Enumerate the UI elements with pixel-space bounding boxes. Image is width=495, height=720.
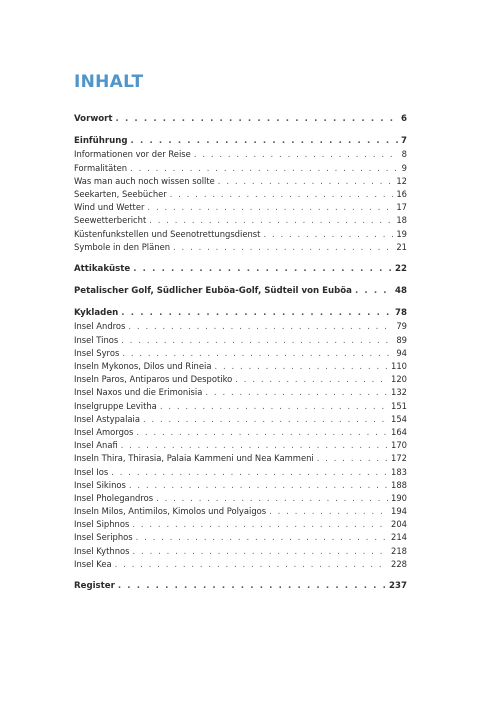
toc-entry[interactable] [74,413,407,426]
toc-entry[interactable] [74,214,407,227]
toc-entry-label: Seewetterbericht [74,215,147,226]
toc-chapter-entry[interactable] [74,307,407,320]
toc-entry-label: Inseln Mykonos, Dilos und Rineia [74,361,212,371]
dot-leader [263,228,393,241]
table-of-contents [74,113,407,593]
toc-entry-page: 12 [396,175,407,186]
toc-entry-page: 6 [401,114,407,124]
toc-entry[interactable] [74,201,407,214]
toc-entry-page: 204 [391,519,407,530]
section-gap [74,254,407,263]
toc-entry[interactable] [74,466,407,479]
dot-leader [149,214,393,227]
toc-entry-page: 7 [401,136,407,147]
toc-entry-page: 22 [395,263,407,274]
toc-entry[interactable] [74,518,407,531]
toc-entry-label: Kykladen [74,308,119,319]
dot-leader [121,334,393,347]
toc-entry[interactable] [74,452,407,465]
toc-chapter-entry[interactable] [74,263,407,276]
toc-entry-page: 218 [391,545,407,556]
dot-leader [355,285,392,298]
toc-entry[interactable] [74,545,407,558]
toc-entry[interactable] [74,492,407,505]
toc-entry[interactable] [74,241,407,254]
dot-leader [115,558,388,571]
toc-entry-label: Formalitäten [74,162,128,173]
toc-entry[interactable] [74,479,407,492]
toc-entry-page: 110 [391,361,407,371]
toc-entry-page: 132 [391,387,407,398]
section-gap [74,298,407,307]
dot-leader [235,373,388,386]
toc-entry-label: Insel Amorgos [74,426,134,437]
toc-entry-page: 94 [396,347,407,358]
toc-entry-label: Attikaküste [74,263,131,274]
toc-chapter-entry[interactable] [74,135,407,148]
toc-entry-page: 78 [395,308,407,319]
toc-entry-label: Inseln Thira, Thirasia, Palaia Kammeni und Nea Kammeni [74,453,314,464]
dot-leader [111,466,388,479]
toc-entry-label: Informationen vor der Reise [74,149,191,160]
toc-entry-page: 21 [396,241,407,252]
toc-entry-label: Insel Kea [74,558,112,569]
toc-entry-page: 172 [391,453,407,464]
toc-chapter-entry[interactable] [74,285,407,298]
toc-entry-label: Inselgruppe Levitha [74,400,157,411]
dot-leader [129,479,388,492]
toc-entry-label: Was man auch noch wissen sollte [74,175,215,186]
toc-entry[interactable] [74,426,407,439]
dot-leader [269,505,388,518]
toc-entry[interactable] [74,347,407,360]
toc-entry-page: 151 [391,400,407,411]
page-title: INHALT [74,72,144,92]
toc-entry-page: 164 [391,426,407,437]
toc-entry[interactable] [74,439,407,452]
toc-entry-label: Einführung [74,136,128,147]
toc-entry[interactable] [74,320,407,333]
toc-entry-page: 194 [391,506,407,517]
toc-entry-label: Insel Anafi [74,440,118,451]
toc-entry-label: Symbole in den Plänen [74,241,171,252]
toc-entry-page: 214 [391,532,407,543]
toc-entry-label: Insel Astypalaia [74,413,140,424]
toc-entry-page: 237 [389,581,407,591]
toc-entry-page: 89 [396,334,407,345]
toc-entry-label: Wind und Wetter [74,202,145,213]
section-gap [74,571,407,580]
toc-entry-page: 48 [395,286,407,297]
toc-entry-page: 17 [396,202,407,213]
toc-entry-page: 19 [396,228,407,239]
toc-entry-label: Register [74,581,115,591]
toc-entry-page: 18 [396,215,407,226]
toc-entry-label: Seekarten, Seebücher [74,188,167,199]
dot-leader [133,545,388,558]
dot-leader [132,518,388,531]
toc-chapter-entry[interactable] [74,580,407,593]
toc-entry-label: Insel Siphnos [74,519,130,530]
toc-entry[interactable] [74,558,407,571]
toc-entry-label: Insel Syros [74,347,120,358]
dot-leader [118,580,386,593]
dot-leader [147,201,393,214]
dot-leader [116,113,399,126]
section-gap [74,126,407,135]
dot-leader [130,162,399,175]
dot-leader [136,531,388,544]
dot-leader [214,360,388,373]
toc-entry-label: Insel Seriphos [74,532,133,543]
dot-leader [136,426,388,439]
toc-entry[interactable] [74,386,407,399]
dot-leader [121,439,388,452]
section-gap [74,276,407,285]
toc-entry-label: Insel Pholegandros [74,492,154,503]
toc-entry[interactable] [74,188,407,201]
toc-entry-label: Inseln Milos, Antimilos, Kimolos und Polyaigos [74,506,267,517]
toc-entry-page: 190 [391,492,407,503]
toc-chapter-entry[interactable] [74,113,407,126]
dot-leader [143,413,388,426]
toc-entry-label: Inseln Paros, Antiparos und Despotiko [74,374,233,385]
dot-leader [131,135,398,148]
toc-entry[interactable] [74,400,407,413]
toc-entry-page: 79 [396,321,407,332]
toc-entry[interactable] [74,373,407,386]
toc-entry[interactable] [74,360,407,373]
toc-entry[interactable] [74,531,407,544]
dot-leader [133,263,392,276]
toc-entry-page: 170 [391,440,407,451]
toc-entry-label: Insel Naxos und die Erimonisia [74,387,203,398]
toc-entry[interactable] [74,162,407,175]
toc-entry[interactable] [74,148,407,161]
toc-entry-page: 120 [391,374,407,385]
dot-leader [218,175,394,188]
dot-leader [170,188,394,201]
toc-entry-page: 9 [401,162,407,173]
toc-entry[interactable] [74,334,407,347]
toc-entry-label: Petalischer Golf, Südlicher Euböa-Golf, Südteil von Euböa [74,286,352,297]
toc-entry-page: 16 [396,188,407,199]
dot-leader [317,452,388,465]
toc-entry-label: Insel Tinos [74,334,119,345]
toc-entry-label: Vorwort [74,114,113,124]
toc-entry-page: 228 [391,558,407,569]
dot-leader [194,148,399,161]
toc-entry-page: 8 [401,149,407,160]
toc-entry-page: 154 [391,413,407,424]
toc-entry[interactable] [74,175,407,188]
dot-leader [173,241,393,254]
toc-entry[interactable] [74,228,407,241]
toc-entry-label: Insel Ios [74,466,109,477]
toc-entry-label: Insel Kythnos [74,545,130,556]
dot-leader [160,400,388,413]
toc-entry-page: 188 [391,479,407,490]
toc-entry-page: 183 [391,466,407,477]
dot-leader [128,320,393,333]
dot-leader [122,347,393,360]
dot-leader [205,386,388,399]
dot-leader [121,307,392,320]
toc-entry-label: Insel Andros [74,321,126,332]
toc-entry[interactable] [74,505,407,518]
dot-leader [156,492,388,505]
toc-entry-label: Küstenfunkstellen und Seenotrettungsdienst [74,228,261,239]
toc-entry-label: Insel Sikinos [74,479,126,490]
